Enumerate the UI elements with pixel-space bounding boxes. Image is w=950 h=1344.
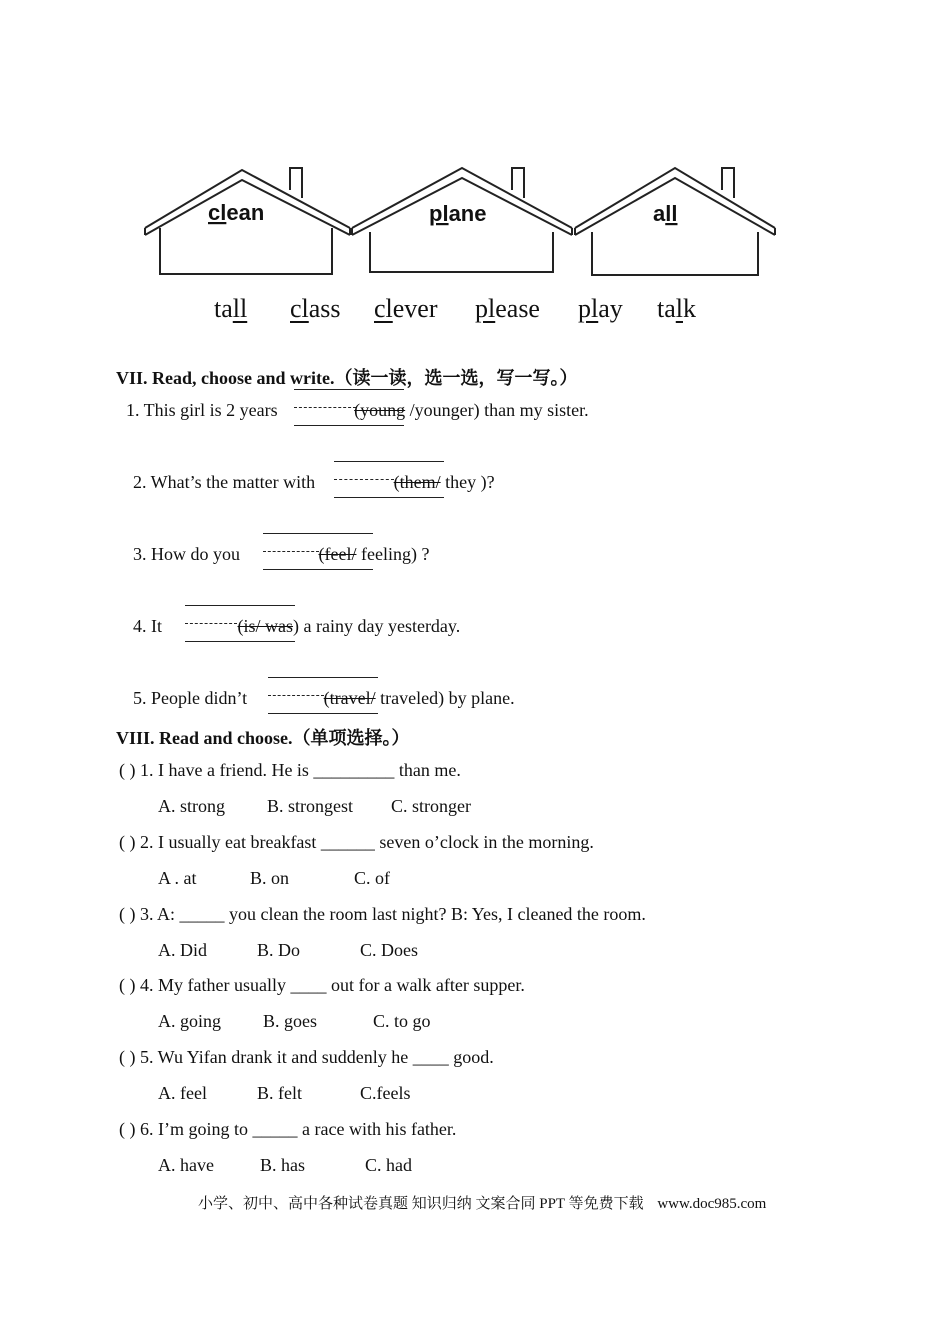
answer-paren[interactable]: ( ) <box>119 832 136 852</box>
fill-item-3: 3. How do you (feel/ feeling) ? <box>133 544 429 565</box>
option-3b[interactable]: B. Do <box>257 940 301 960</box>
house-2-walls <box>370 232 553 272</box>
option-5a[interactable]: A. feel <box>158 1083 207 1103</box>
house-1-word: clean <box>208 200 265 225</box>
answer-blank[interactable] <box>294 401 404 419</box>
option-5c[interactable]: C.feels <box>360 1083 411 1103</box>
answer-blank[interactable] <box>334 473 444 491</box>
word-bank-item: class <box>290 294 341 323</box>
footer-text: 小学、初中、高中各种试卷真题 知识归纳 文案合同 PPT 等免费下载 <box>198 1196 644 1212</box>
house-3-walls <box>592 232 758 275</box>
answer-blank[interactable] <box>185 617 295 635</box>
house-3-word: all <box>653 201 678 226</box>
option-2a[interactable]: A . at <box>158 868 197 888</box>
word-bank-item: please <box>475 294 540 323</box>
option-3c[interactable]: C. Does <box>360 940 418 960</box>
fill-item-1: 1. This girl is 2 years (young /younger) than my sister. <box>126 400 589 421</box>
section-8-title: VIII. Read and choose.（单项选择。） <box>116 728 410 748</box>
answer-blank[interactable] <box>263 545 373 563</box>
question-5: ( ) 5. Wu Yifan drank it and suddenly he ____ good. <box>119 1047 494 1067</box>
option-2c[interactable]: C. of <box>354 868 390 888</box>
fill-item-4: 4. It (is/ was) a rainy day yesterday. <box>133 616 460 637</box>
option-6b[interactable]: B. has <box>260 1155 305 1175</box>
question-4: ( ) 4. My father usually ____ out for a walk after supper. <box>119 975 525 995</box>
fill-item-2: 2. What’s the matter with (them/ they )? <box>133 472 495 493</box>
houses-svg <box>140 160 780 285</box>
word-bank-item: tall <box>214 294 248 323</box>
word-bank-item: play <box>578 294 623 323</box>
word-bank-item: talk <box>657 294 696 323</box>
option-1c[interactable]: C. stronger <box>391 796 471 816</box>
section-7-title: VII. Read, choose and write.（读一读，选一选，写一写。） <box>116 368 578 388</box>
answer-blank[interactable] <box>268 689 378 707</box>
house-2-word: plane <box>429 201 487 226</box>
house-1-walls <box>160 228 332 274</box>
answer-paren[interactable]: ( ) <box>119 975 136 995</box>
question-3: ( ) 3. A: _____ you clean the room last night? B: Yes, I cleaned the room. <box>119 904 646 924</box>
option-4c[interactable]: C. to go <box>373 1011 431 1031</box>
option-5b[interactable]: B. felt <box>257 1083 302 1103</box>
footer-url[interactable]: www.doc985.com <box>657 1196 767 1212</box>
answer-paren[interactable]: ( ) <box>119 1119 136 1139</box>
option-6a[interactable]: A. have <box>158 1155 214 1175</box>
footer <box>198 1192 766 1213</box>
option-1a[interactable]: A. strong <box>158 796 225 816</box>
question-2: ( ) 2. I usually eat breakfast ______ seven o’clock in the morning. <box>119 832 594 852</box>
fill-item-5: 5. People didn’t (travel/ traveled) by plane. <box>133 688 515 709</box>
option-3a[interactable]: A. Did <box>158 940 207 960</box>
question-6: ( ) 6. I’m going to _____ a race with his father. <box>119 1119 457 1139</box>
option-1b[interactable]: B. strongest <box>267 796 354 816</box>
word-bank-item: clever <box>374 294 438 323</box>
option-6c[interactable]: C. had <box>365 1155 412 1175</box>
answer-paren[interactable]: ( ) <box>119 904 136 924</box>
answer-paren[interactable]: ( ) <box>119 1047 136 1067</box>
question-1: ( ) 1. I have a friend. He is _________ than me. <box>119 760 461 780</box>
houses-illustration <box>140 160 780 285</box>
option-4b[interactable]: B. goes <box>263 1011 317 1031</box>
option-4a[interactable]: A. going <box>158 1011 221 1031</box>
answer-paren[interactable]: ( ) <box>119 760 136 780</box>
option-2b[interactable]: B. on <box>250 868 290 888</box>
